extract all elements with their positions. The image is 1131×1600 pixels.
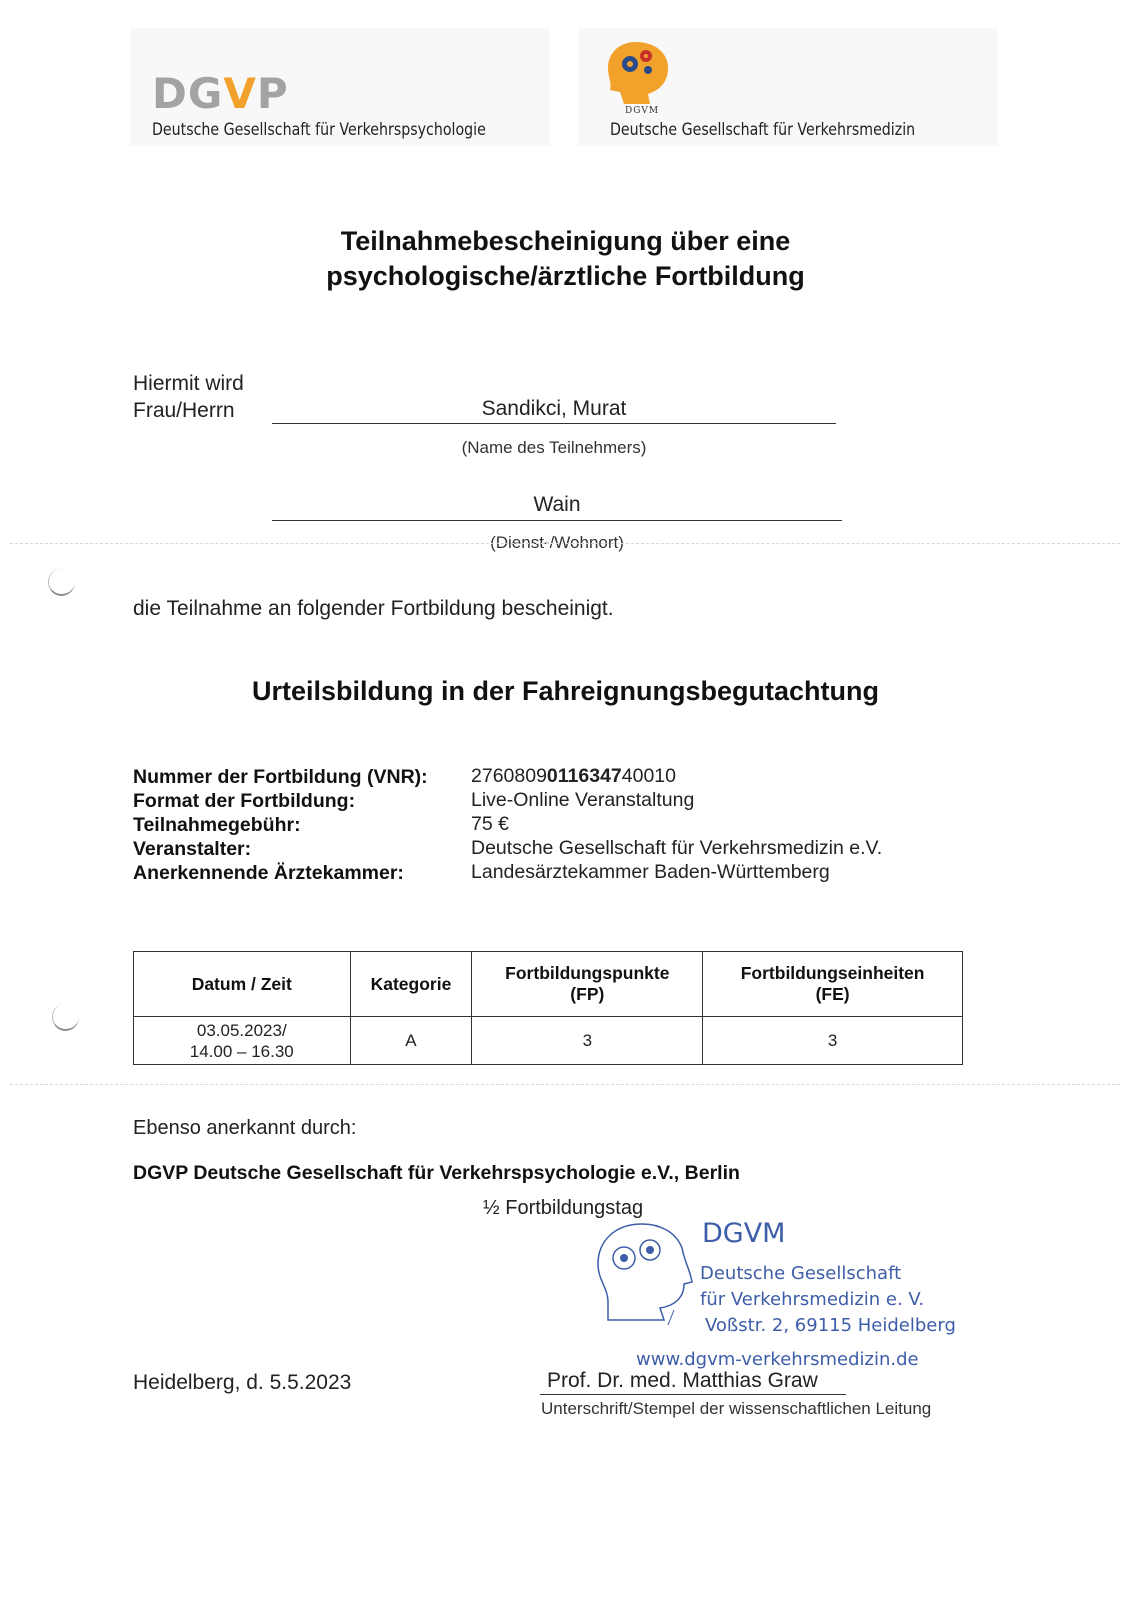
signatory-name: Prof. Dr. med. Matthias Graw — [547, 1369, 818, 1392]
brain-head-icon — [602, 38, 674, 108]
cell-fe: 3 — [703, 1017, 963, 1065]
intro-line2: Frau/Herrn — [133, 399, 235, 422]
scan-artifact — [10, 1084, 1120, 1085]
location-rule — [272, 520, 842, 521]
certify-text: die Teilnahme an folgender Fortbildung bescheinigt. — [133, 597, 614, 620]
detail-label-format: Format der Fortbildung: — [133, 790, 356, 812]
stamp-head-icon — [594, 1220, 694, 1325]
col-header-category: Kategorie — [350, 952, 472, 1017]
participant-name: Sandikci, Murat — [481, 397, 627, 420]
course-title: Urteilsbildung in der Fahreignungsbegutachtung — [252, 676, 879, 706]
place-date: Heidelberg, d. 5.5.2023 — [133, 1371, 352, 1394]
name-caption: (Name des Teilnehmers) — [461, 438, 647, 457]
col-header-date: Datum / Zeit — [134, 952, 351, 1017]
detail-label-fee: Teilnahmegebühr: — [133, 814, 301, 836]
punch-hole — [52, 1003, 79, 1031]
cell-date: 03.05.2023/ 14.00 – 16.30 — [134, 1017, 351, 1065]
dgvm-org-name: Deutsche Gesellschaft für Verkehrsmedizin — [610, 120, 916, 139]
location: Wain — [533, 493, 581, 516]
stamp-title: DGVM — [702, 1218, 786, 1249]
location-caption: (Dienst-/Wohnort) — [490, 533, 624, 552]
detail-value-format: Live-Online Veranstaltung — [471, 789, 695, 811]
stamp-line2: für Verkehrsmedizin e. V. — [700, 1289, 925, 1310]
stamp-line4: www.dgvm-verkehrsmedizin.de — [636, 1349, 919, 1370]
detail-value-organizer: Deutsche Gesellschaft für Verkehrsmedizin e.V. — [471, 837, 883, 859]
intro-line1: Hiermit wird — [133, 372, 244, 395]
cell-fp: 3 — [472, 1017, 703, 1065]
points-table — [133, 951, 963, 1065]
punch-hole — [48, 568, 75, 596]
signature-rule — [540, 1394, 846, 1395]
recognizing-org: DGVP Deutsche Gesellschaft für Verkehrspsychologie e.V., Berlin — [133, 1162, 740, 1184]
signature-caption: Unterschrift/Stempel der wissenschaftlichen Leitung — [541, 1399, 932, 1418]
cell-category: A — [350, 1017, 472, 1065]
dgvp-logo: DGVP — [152, 69, 289, 118]
detail-value-vnr: 2760809011634740010 — [471, 765, 676, 787]
detail-value-fee: 75 € — [471, 813, 509, 835]
col-header-fe: Fortbildungseinheiten (FE) — [703, 952, 963, 1017]
name-rule — [272, 423, 836, 424]
detail-value-chamber: Landesärztekammer Baden-Württemberg — [471, 861, 830, 883]
stamp-line3: Voßstr. 2, 69115 Heidelberg — [705, 1315, 956, 1336]
detail-label-vnr: Nummer der Fortbildung (VNR): — [133, 766, 428, 788]
detail-label-organizer: Veranstalter: — [133, 838, 252, 860]
table-row — [134, 1017, 963, 1065]
page-title-line2: psychologische/ärztliche Fortbildung — [326, 261, 805, 291]
dgvp-org-name: Deutsche Gesellschaft für Verkehrspsychologie — [152, 120, 486, 139]
also-recognized: Ebenso anerkannt durch: — [133, 1117, 357, 1139]
table-header-row — [134, 952, 963, 1017]
dgvm-logo-text: DGVM — [625, 106, 660, 116]
stamp-line1: Deutsche Gesellschaft — [700, 1263, 902, 1284]
detail-label-chamber: Anerkennende Ärztekammer: — [133, 862, 404, 884]
scan-artifact — [10, 543, 1120, 544]
page-title-line1: Teilnahmebescheinigung über eine — [340, 226, 791, 256]
col-header-fp: Fortbildungspunkte (FP) — [472, 952, 703, 1017]
half-day: ½ Fortbildungstag — [483, 1197, 644, 1219]
